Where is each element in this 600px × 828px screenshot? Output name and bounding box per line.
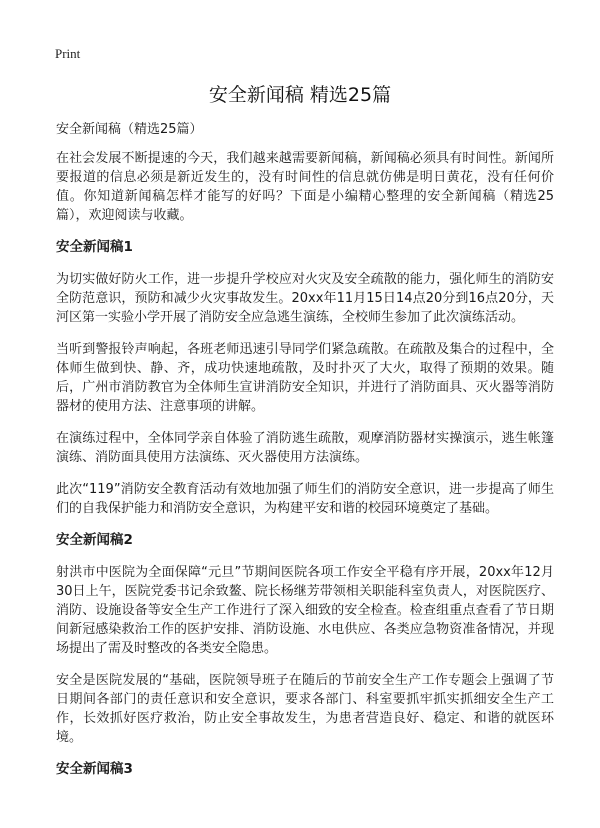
section-heading-1: 安全新闻稿1 <box>56 239 133 255</box>
section-2-paragraph: 安全是医院发展的“基础，医院领导班子在随后的节前安全生产工作专题会上强调了节日期间各部门的责任意识和安全意识，要求各部门、科室要抓牢抓实抓细安全生产工作，长效抓好医疗救治，防止安全事故发生，为患者营造良好、稳定、和谐的就医环境。 <box>56 673 554 745</box>
page-title: 安全新闻稿 精选25篇 <box>208 84 392 106</box>
section-1-paragraph: 当听到警报铃声响起，各班老师迅速引导同学们紧急疏散。在疏散及集合的过程中，全体师生做到快、静、齐，成功快速地疏散，及时扑灭了大火，取得了预期的效果。随后，广州市消防教官为全体师生宣讲消防安全知识，并进行了消防面具、灭火器等消防器材的使用方法、注意事项的讲解。 <box>56 342 554 414</box>
section-1-paragraph: 为切实做好防火工作，进一步提升学校应对火灾及安全疏散的能力，强化师生的消防安全防范意识，预防和减少火灾事故发生。20xx年11月15日14点20分到16点20分，天河区第一实验小学开展了消防安全应急逃生演练，全校师生参加了此次演练活动。 <box>56 272 554 325</box>
intro-paragraph: 在社会发展不断提速的今天，我们越来越需要新闻稿，新闻稿必须具有时间性。新闻所要报道的信息必须是新近发生的，没有时间性的信息就仿佛是明日黄花，没有任何价值。你知道新闻稿怎样才能写的好吗？下面是小编精心整理的安全新闻稿（精选25篇），欢迎阅读与收藏。 <box>56 151 554 223</box>
section-heading-2: 安全新闻稿2 <box>56 532 133 548</box>
section-1-paragraph: 此次“119”消防安全教育活动有效地加强了师生们的消防安全意识，进一步提高了师生们的自我保护能力和消防安全意识，为构建平安和谐的校园环境奠定了基础。 <box>56 482 554 516</box>
section-heading-3: 安全新闻稿3 <box>56 761 133 777</box>
article-body <box>56 120 554 792</box>
article-subtitle: 安全新闻稿（精选25篇） <box>56 122 203 137</box>
print-link[interactable]: Print <box>55 46 81 61</box>
section-1-paragraph: 在演练过程中，全体同学亲自体验了消防逃生疏散，观摩消防器材实操演示，逃生帐篷演练、消防面具使用方法演练、灭火器使用方法演练。 <box>56 431 554 465</box>
section-2-paragraph: 射洪市中医院为全面保障“元旦”节期间医院各项工作安全平稳有序开展，20xx年12月30日上午，医院党委书记余致鳌、院长杨继芳带领相关职能科室负责人，对医院医疗、消防、设施设备等安全生产工作进行了深入细致的安全检查。检查组重点查看了节日期间新冠感染救治工作的医护安排、消防设施、水电供应、各类应急物资准备情况，并现场提出了需及时整改的各类安全隐患。 <box>56 565 554 656</box>
